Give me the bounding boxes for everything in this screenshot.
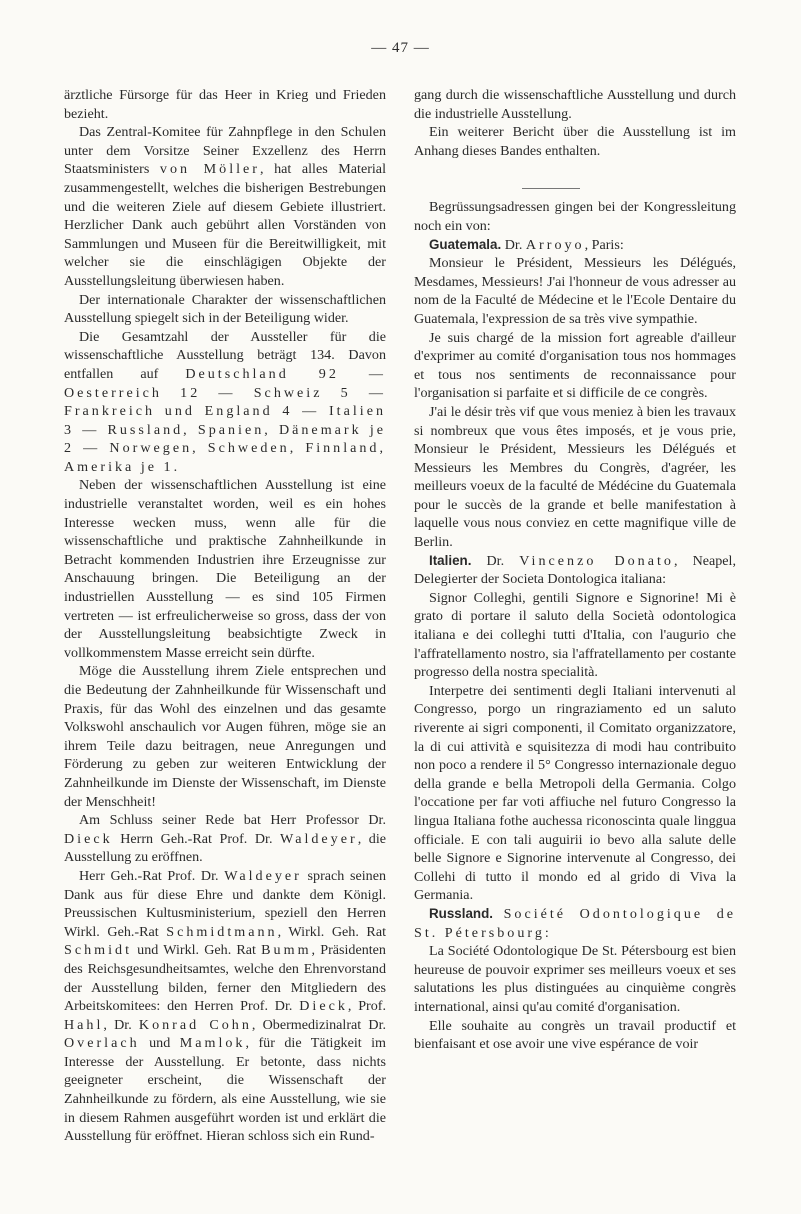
paragraph: Elle souhaite au congrès un travail productif et bienfaisant et ose avoir une vive espérance de voir (414, 1017, 736, 1053)
text-span: , hat alles Material zusammengestellt, welches die bisherigen Bestrebungen und die weiteren Ziele auf diesem Gebiete illustriert. Herzlicher Dank auch gebührt allen Vorständen von Sammlungen und Museen für die Bereitwilligkeit, mit welcher sie die einschlägigen Objekte der Ausstellungsleitung überwiesen haben. (64, 161, 386, 289)
text-span: , Neapel, Delegierter der Societa Dontologica italiana: (414, 552, 736, 588)
text-span: Die Gesamtzahl der Aussteller für die wissenschaftliche Ausstellung beträgt 134. Davon entfallen auf (64, 328, 386, 382)
text-span: Herr Geh.-Rat Prof. Dr. (79, 867, 225, 884)
person-name: Dieck (299, 998, 348, 1015)
text-span: , Obermedizinalrat Dr. (251, 1016, 387, 1033)
text-span: , die Ausstellung zu eröffnen. (64, 830, 386, 866)
person-name: Dieck (64, 830, 113, 847)
person-name: Arroyo (525, 236, 585, 253)
right-column (414, 86, 736, 1054)
person-name: Hahl (64, 1016, 104, 1033)
divider-line (522, 188, 580, 189)
text-span: , Wirkl. Geh. Rat (277, 923, 387, 940)
text-span: sprach seinen Dank aus für diese Ehre und dankte dem Königl. Preussischen Kultusministerium, speziell den Herren Wirkl. Geh.-Rat (64, 867, 386, 940)
page-number: — 47 — (371, 40, 430, 56)
paragraph (64, 123, 386, 290)
society-name: Société Odontologique de St. Pétersbourg (414, 905, 737, 941)
paragraph: Je suis chargé de la mission fort agreable d'ailleur d'exprimer au comité d'organisation tous nos hommages et tous nos sentiments de reconnaissance pour l'organisation si parfaite et si difficile de ce congrès. (414, 329, 736, 402)
country-label: Italien. (429, 552, 472, 568)
text-span: Herrn Geh.-Rat Prof. Dr. (112, 830, 281, 847)
person-name: Vincenzo Donato (519, 552, 674, 569)
paragraph: Neben der wissenschaftlichen Ausstellung ist eine industrielle veranstaltet worden, weil es ein hohes Interesse wecken muss, wenn alle für die wissenschaftliche und praktische Zahnheilkunde in Betracht kommenden Industrien ihre Erzeugnisse zur Anschauung bringen. Die Beteiligung an der industriellen Ausstellung — es sind 105 Firmen vertreten — ist erfreulicherweise so gross, dass der von der Ausstellungsleitung beabsichtigte Zweck in vollkommenstem Masse erreicht sein dürfte. (64, 477, 386, 661)
greeting-heading-russland (414, 905, 736, 942)
person-name: Schmidt (64, 942, 132, 959)
person-name: Overlach (64, 1035, 140, 1052)
text-span: Dr. (471, 552, 520, 569)
paragraph: Signor Colleghi, gentili Signore e Signorine! Mi è grato di portare il saluto della Società odontologica italiana e dei colleghi tutti d'Italia, con l'augurio che l'affratellamento nostro, sia l'affratellamento per costante progresso della nostra specialità. (414, 589, 736, 681)
person-name: Waldeyer (224, 867, 302, 884)
person-name: von Möller (159, 161, 260, 178)
country-label: Russland. (429, 905, 493, 921)
text-span: : (544, 924, 549, 941)
paragraph: Möge die Ausstellung ihrem Ziele entsprechen und die Bedeutung der Zahnheilkunde für Wissenschaft und Praxis, für das Wohl des einzelnen und das gesamte Volkswohl anschaulich vor Augen führen, möge sie an ihrem Teile dazu beitragen, neue Anregungen und Förderung zu geben zur weiteren Entwicklung der Zahnheilkunde im Dienste der Wissenschaft, im Dienste der Menschheit! (64, 663, 386, 810)
paragraph: Interpetre dei sentimenti degli Italiani intervenuti al Congresso, porgo un ringraziamento ed un saluto riverente ai sigri componenti, il Comitato organizzatore, la di cui attività e squisitezza di modi hau contribuito non poco a rendere il 5° Congresso internazionale deguo della grande e bella Metropoli della Germania. Colgo l'occatione per far voti affiuche nel futuro Congresso la lingua Italiana fothe auchessa riconoscinta quale linggua officiale. E con tali auguirii io bevo alla salute delle belle Signore e Signorine intervenute al Congresso, dei Collehi di tutto il mondo ed al grido di Viva la Germania. (414, 682, 736, 904)
paragraph: Begrüssungsadressen gingen bei der Kongressleitung noch ein von: (414, 199, 736, 234)
person-name: Konrad Cohn (138, 1016, 252, 1033)
person-name: Mamlok (179, 1035, 246, 1052)
paragraph: J'ai le désir très vif que vous meniez à bien les travaux si nombreux que vous êtes imposés, et je vous prie, Monsieur le Président, Messieurs les Délégués et Messieurs les Membres du Congrès, d'agréer, les meilleurs voeux de la faculté de Médécine du Guatemala pour le succès de la grande et belle manifestation à laquelle vous nous conviez en cette magnifique ville de Berlin. (414, 403, 736, 551)
left-column (64, 86, 386, 1146)
text-span: , Präsidenten des Reichsgesundheitsamtes, welche den Ehrenvorstand der Ausstellung bilden, ferner den Mitgliedern des Arbeitskomitees: den Herren Prof. Dr. (64, 942, 386, 1015)
text-span: und (139, 1035, 180, 1052)
text-span: Dr. (501, 236, 526, 253)
person-name: Schmidtmann (166, 923, 278, 940)
greeting-heading-guatemala (414, 236, 736, 255)
paragraph (64, 867, 386, 1146)
section-divider (414, 180, 736, 198)
text-span: , Paris: (584, 236, 624, 253)
paragraph: gang durch die wissenschaftliche Ausstellung und durch die industrielle Ausstellung. (414, 87, 736, 122)
country-label: Guatemala. (429, 236, 502, 252)
greeting-heading-italien (414, 552, 736, 589)
paragraph: La Société Odontologique De St. Pétersbourg est bien heureuse de pouvoir exprimer ses meilleurs voeux et ses salutations les plus distinguées au cinquième congrès international, ainsi qu'au comité d'organisation. (414, 943, 736, 1015)
paragraph: ärztliche Fürsorge für das Heer in Krieg und Frieden bezieht. (64, 87, 386, 122)
text-span: Am Schluss seiner Rede bat Herr Professor Dr. (79, 812, 386, 829)
person-name: Waldeyer (280, 830, 358, 847)
paragraph: Monsieur le Président, Messieurs les Délégués, Mesdames, Messieurs! J'ai l'honneur de vous adresser au nom de la Faculté de Médecine et le l'Ecole Dentaire du Guatemala, l'expression de sa très vive sympathie. (414, 255, 736, 327)
paragraph (64, 328, 386, 477)
text-span: Das Zentral-Komitee für Zahnpflege in den Schulen unter dem Vorsitze Seiner Exzellenz des Herrn Staatsministers (64, 124, 386, 178)
paragraph: Der internationale Charakter der wissenschaftlichen Ausstellung spiegelt sich in der Beteiligung wider. (64, 291, 386, 327)
text-span: , für die Tätigkeit im Interesse der Ausstellung. Er betonte, dass nichts geeigneter erscheint, die Wissenschaft der Zahnheilkunde zu fördern, als eine Ausstellung, wie sie in diesem Rahmen ausgeführt worden ist und erklärt die Ausstellung für eröffnet. Hieran schloss sich ein Rund- (64, 1035, 386, 1145)
person-name: Bumm (261, 942, 312, 959)
text-span: und Wirkl. Geh. Rat (131, 942, 262, 959)
paragraph (64, 811, 386, 867)
text-span: , Dr. (103, 1016, 139, 1033)
country-list: Deutschland 92 — Oesterreich 12 — Schweiz 5 — Frankreich und England 4 — Italien 3 — Russland, Spanien, Dänemark je 2 — Norwegen, Schweden, Finnland, Amerika je 1. (64, 365, 386, 475)
paragraph: Ein weiterer Bericht über die Ausstellung ist im Anhang dieses Bandes enthalten. (414, 124, 736, 159)
text-span: , Prof. (347, 998, 387, 1015)
